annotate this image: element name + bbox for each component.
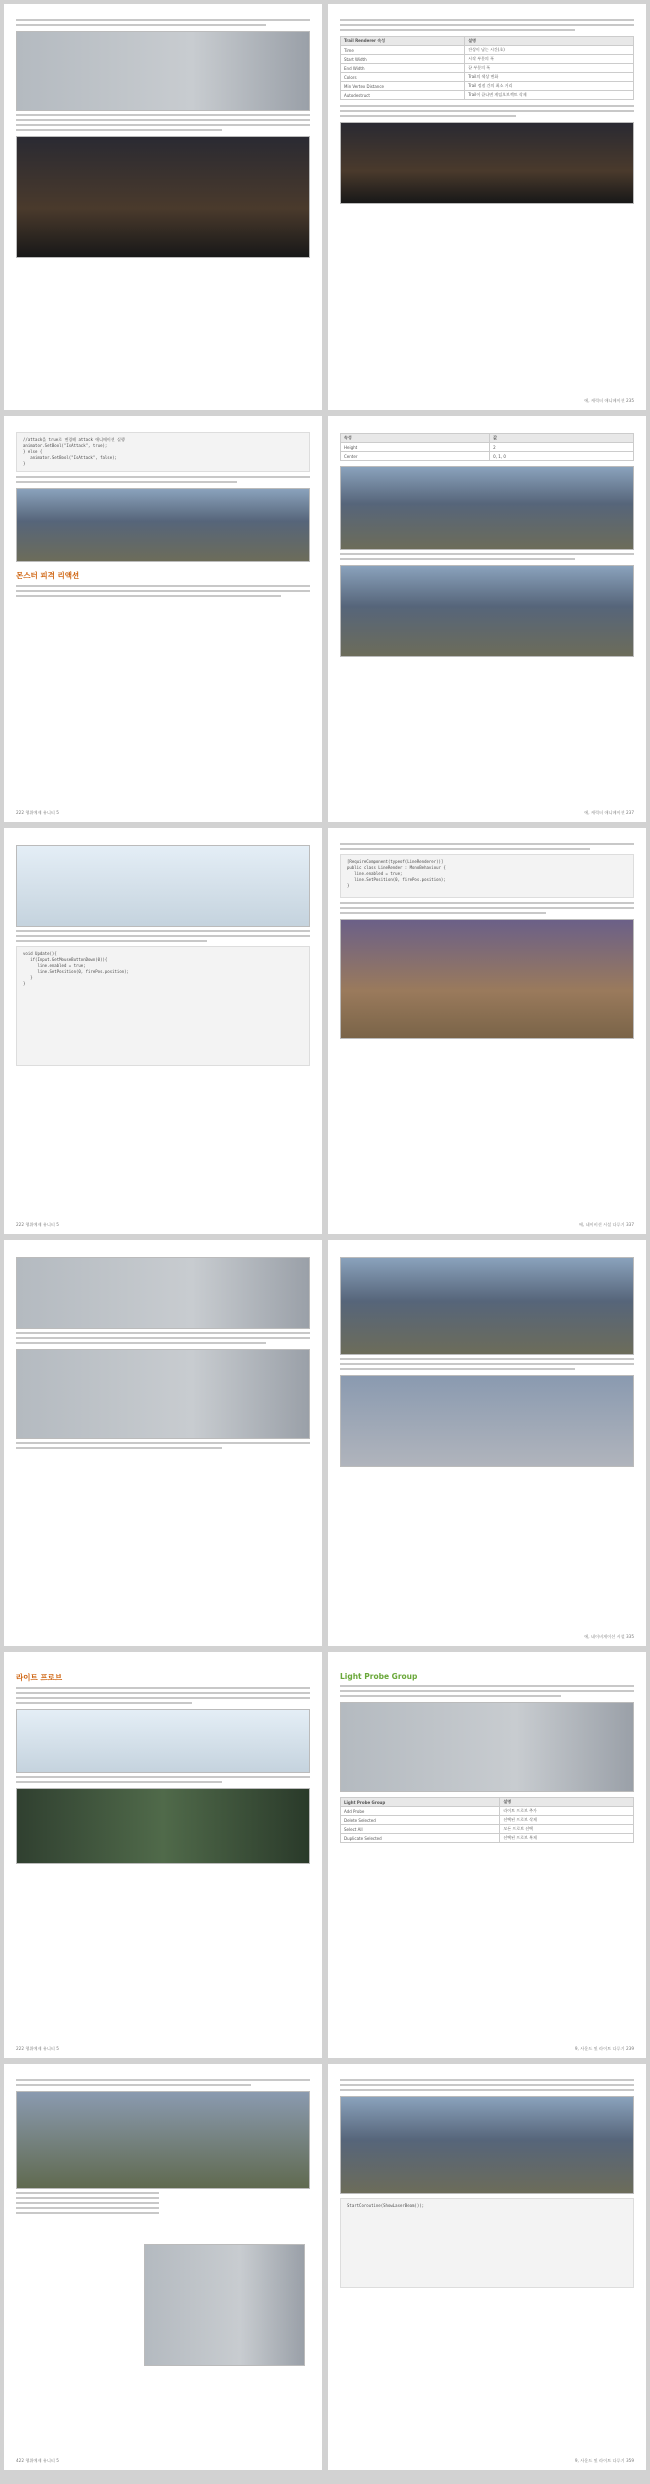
section-heading: 몬스터 피격 리액션 [16,571,80,580]
figure-reflection-probe [340,2096,634,2194]
page-label: 222 행위예제 유니티 5 [16,1222,59,1227]
page-3-right [328,828,646,1234]
figure-trail-renderer [16,136,310,258]
figure-editor-screenshot [16,31,310,111]
figure-light-probe-scene [16,1788,310,1864]
code-listing: StartCoroutine(ShowLaserBeam()); [340,2198,634,2288]
table-header: 설명 [500,1798,634,1807]
table-cell: 선택된 프로브 복제 [500,1834,634,1843]
page-1-right [328,4,646,410]
light-probe-table [340,1797,634,1843]
figure-light-probe-diagram [16,1709,310,1773]
section-heading: Light Probe Group [340,1672,418,1681]
figure-navigation-tab [340,1375,634,1467]
text-block [340,843,634,850]
page-label: 에, 네이비게이션 시설 335 [584,1634,634,1639]
spread-6 [4,2064,646,2470]
page-label: 222 행위예제 유니티 5 [16,810,59,815]
page-6-left [4,2064,322,2470]
code-listing: //attack을 true로 변경해 attack 애니메이션 실행 animator.SetBool("IsAttack", true); } else { animator.SetBool("IsAttack", false); } [16,432,310,472]
figure-nav-agent [340,1257,634,1355]
figure-line-renderer [16,845,310,927]
figure-tank-ui [144,2244,305,2366]
page-3-left [4,828,322,1234]
figure-min-vertex-distance [340,122,634,204]
figure-laser-beam [340,919,634,1039]
table-cell: Center [341,452,490,461]
text-block [16,1332,310,1344]
table-cell: End Width [341,64,465,73]
page-2-right [328,416,646,822]
table-cell: 2 [490,443,634,452]
page-5-left [4,1652,322,2058]
text-block [16,1442,310,1449]
page-label: 9, 사운드 및 라이트 다루기 239 [574,2046,634,2051]
text-block [16,930,310,942]
page-label: 422 행위예제 유니티 5 [16,2458,59,2463]
text-block [340,19,634,31]
text-block [16,585,310,597]
page-label: 에, 캐릭터 애니메이션 237 [584,810,634,815]
text-block [340,1358,634,1370]
spread-3 [4,828,646,1234]
figure-monster-attack [16,488,310,562]
table-cell: Height [341,443,490,452]
text-block [16,476,310,483]
figure-light-probe-group [340,1702,634,1792]
figure-monster-hit [340,565,634,657]
page-4-left [4,1240,322,1646]
table-cell: Min Vertex Distance [341,82,465,91]
table-header: Trail Renderer 속성 [341,37,465,46]
page-6-right [328,2064,646,2470]
table-cell: 모든 프로브 선택 [500,1825,634,1834]
spread-4 [4,1240,646,1646]
table-cell: Duplicate Selected [341,1834,500,1843]
code-listing: [RequireComponent(typeof(LineRenderer))] public class LineRender : MonoBehaviour { line.enabled = true; line.SetPosition(0, firePos.position); } [340,854,634,898]
table-header: 설명 [465,37,634,46]
page-4-right [328,1240,646,1646]
table-cell: 선택된 프로브 삭제 [500,1816,634,1825]
code-listing: void Update(){ if(Input.GetMouseButtonDown(0)){ line.enabled = true; line.SetPosition(0, firePos.position); } } [16,946,310,1066]
section-heading: 라이트 프로브 [16,1673,63,1682]
text-block [16,1776,310,1783]
page-1-left [4,4,322,410]
text-block [16,2192,159,2214]
table-header: 속성 [341,434,490,443]
table-cell: Delete Selected [341,1816,500,1825]
table-cell: Select All [341,1825,500,1834]
spread-2 [4,416,646,822]
text-block [340,2079,634,2091]
page-label: 222 행위예제 유니티 5 [16,2046,59,2051]
figure-capsule-collider [340,466,634,550]
table-cell: Trail 정점 간의 최소 거리 [465,82,634,91]
table-cell: Time [341,46,465,55]
text-block [16,1687,310,1704]
page-label: 에, 네이비션 시설 다루기 337 [578,1222,634,1227]
page-5-right [328,1652,646,2058]
table-cell: Autodestruct [341,91,465,100]
table-cell: 0, 1, 0 [490,452,634,461]
text-block [16,19,310,26]
page-label: 9, 사운드 및 라이트 다루기 359 [574,2458,634,2463]
table-cell: Trail이 끝나면 게임오브젝트 삭제 [465,91,634,100]
table-cell: 잔상이 남는 시간(초) [465,46,634,55]
text-block [340,1685,634,1697]
table-cell: Colors [341,73,465,82]
figure-offmesh-link [16,1349,310,1439]
table-header: 값 [490,434,634,443]
table-cell: 라이트 프로브 추가 [500,1807,634,1816]
spread-5 [4,1652,646,2058]
trail-renderer-table [340,36,634,100]
text-block [340,105,634,117]
text-block [16,2079,310,2086]
table-cell: Trail의 색상 변화 [465,73,634,82]
table-header: Light Probe Group [341,1798,500,1807]
table-cell: Start Width [341,55,465,64]
table-cell: 끝 부분의 폭 [465,64,634,73]
capsule-collider-table [340,433,634,461]
figure-navmesh-bake [16,1257,310,1329]
text-block [340,553,634,560]
page-label: 에, 캐릭터 애니메이션 235 [584,398,634,403]
figure-tank-scene [16,2091,310,2189]
page-2-left [4,416,322,822]
text-block [16,114,310,131]
spread-1 [4,4,646,410]
text-block [340,902,634,914]
table-cell: Add Probe [341,1807,500,1816]
table-cell: 시작 부분의 폭 [465,55,634,64]
